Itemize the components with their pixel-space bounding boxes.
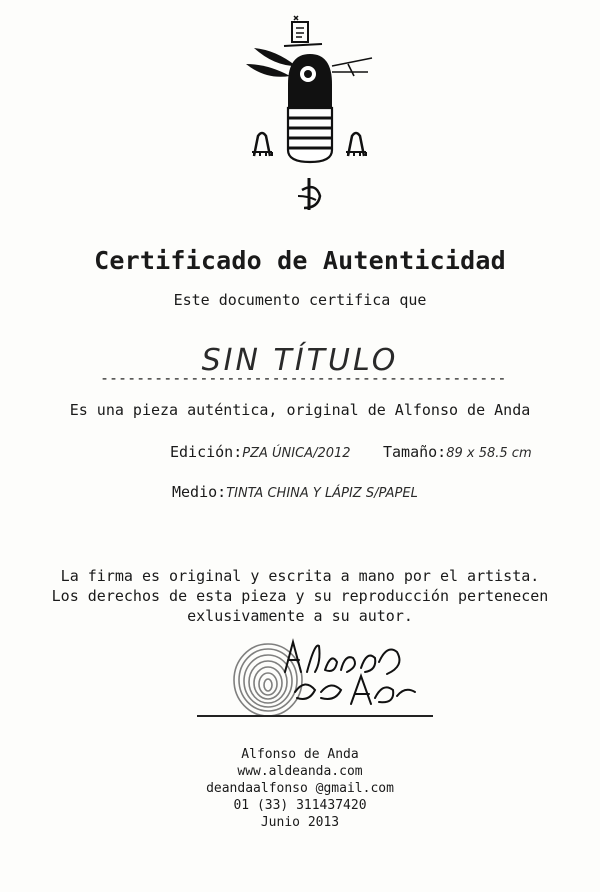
medium-value: TINTA CHINA Y LÁPIZ S/PAPEL [226,486,418,501]
handwritten-signature [275,632,425,717]
title-dashed-line: --------------------------------------------- [100,369,507,387]
size-label: Tamaño: [383,443,447,461]
email-address[interactable]: deandaalfonso @gmail.com [206,781,394,796]
medium-label: Medio: [172,483,227,501]
closing-text [0,566,600,626]
size-value: 89 x 58.5 cm [446,446,532,461]
edition-value: PZA ÚNICA/2012 [242,446,351,461]
medium-field [172,483,418,501]
edition-field [170,443,351,461]
date: Junio 2013 [260,815,340,830]
closing-line: La firma es original y escrita a mano por el artista. [60,567,540,585]
edition-label: Edición: [170,443,243,461]
authenticity-statement: Es una pieza auténtica, original de Alfonso de Anda [69,401,531,419]
certificate-title: Certificado de Autenticidad [94,246,506,275]
signature-line [197,715,433,717]
artist-name: Alfonso de Anda [241,747,359,762]
certificate-subtitle: Este documento certifica que [173,291,427,309]
closing-line: exlusivamente a su autor. [187,607,413,625]
size-field [383,443,532,461]
bird-character-logo [236,10,386,215]
website-link[interactable]: www.aldeanda.com [237,764,363,779]
closing-line: Los derechos de esta pieza y su reproducción pertenecen [51,587,549,605]
artwork-title: SIN TÍTULO [201,343,399,378]
contact-block [0,746,600,831]
phone-number: 01 (33) 311437420 [233,798,367,813]
